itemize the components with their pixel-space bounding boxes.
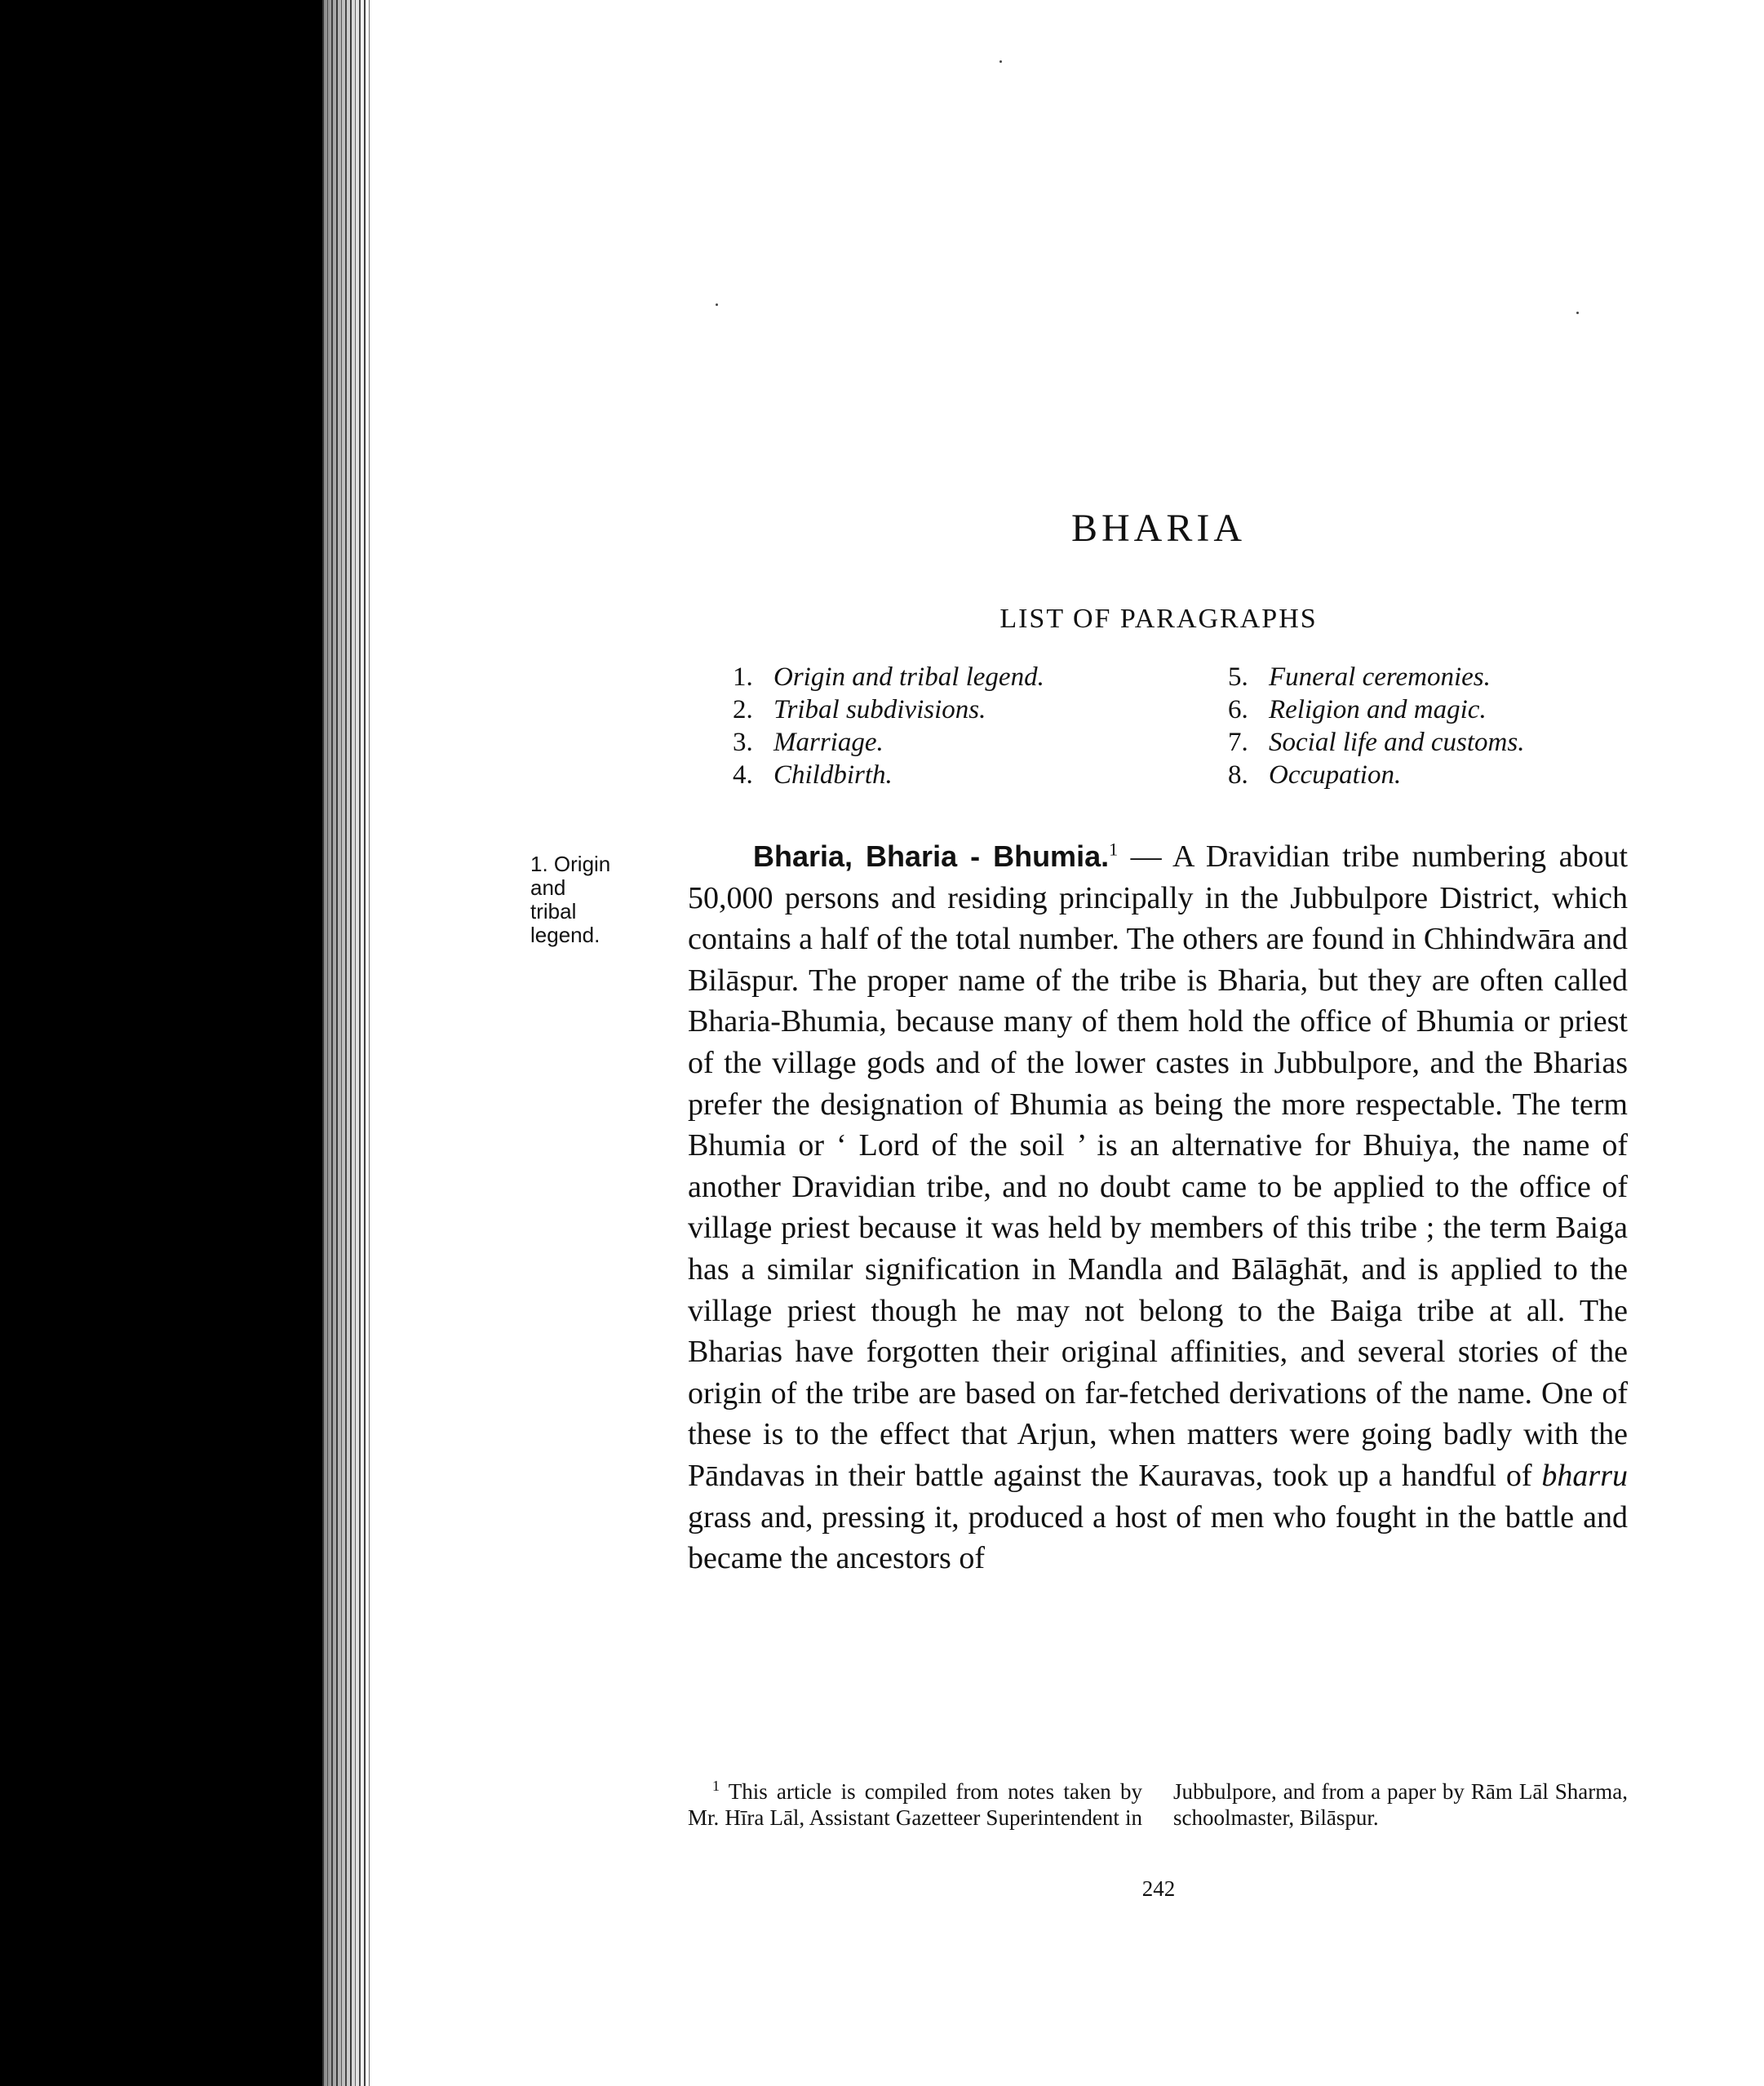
print-speck <box>1576 312 1579 314</box>
margin-sidenote <box>530 853 653 947</box>
page-number: 242 <box>1141 1876 1176 1901</box>
sidenote-line: tribal <box>530 899 577 923</box>
paragraph-list-item: 6. Religion and magic. <box>1228 695 1487 724</box>
print-speck <box>716 303 718 306</box>
sidenote-line: legend. <box>530 923 601 947</box>
paragraph-list-item: 2. Tribal subdivisions. <box>733 695 986 724</box>
paragraph-list-right <box>1228 661 1652 791</box>
italic-term: bharru <box>1541 1458 1628 1493</box>
sidenote-line: 1. Origin <box>530 852 611 876</box>
paragraph-text: — A Dravidian tribe numbering about 50,000 persons and residing principally in the Jubbulpore District, which contains a half of the total number. The others are found in Chhindwāra and Bilāspur. The proper name of the tribe is Bharia, but they are often called Bharia-Bhumia, because many of them hold the office of Bhumia or priest of the village gods and of the lower castes in Jubbulpore, and the Bharias prefer the designation of Bhumia as being the more respectable. The term Bhumia or ‘ Lord of the soil ’ is an alternative for Bhuiya, the name of another Dravidian tribe, and no doubt came to be applied to the office of village priest because it was held by members of this tribe ; the term Baiga has a similar signification in Mandla and Bālāghāt, and is applied to the village priest though he may not belong to the Baiga tribe at all. The Bharias have forgotten their original affinities, and several stories of the origin of the tribe are based on far-fetched derivations of the name. One of these is to the effect that Arjun, when matters were going badly with the Pāndavas in their battle against the Kauravas, took up a handful of <box>688 839 1628 1493</box>
footnote-reference: 1 <box>1109 839 1119 860</box>
paragraph-list-item: 5. Funeral ceremonies. <box>1228 662 1491 692</box>
main-paragraph <box>688 836 1628 1579</box>
paragraph-list-item: 1. Origin and tribal legend. <box>733 662 1044 692</box>
paragraph-list-item: 4. Childbirth. <box>733 760 893 790</box>
footnote-text: This article is compiled from notes taken by Mr. Hīra Lāl, Assistant Gazetteer Superintendent in Jubbulpore, and from a paper by Rām Lāl Sharma, schoolmaster, Bilāspur. <box>688 1779 1628 1830</box>
book-binding-shadow <box>0 0 322 2086</box>
paragraph-list-item: 7. Social life and customs. <box>1228 728 1525 757</box>
lead-term: Bharia, Bharia - Bhumia. <box>753 839 1110 873</box>
footnote-mark: 1 <box>712 1778 720 1794</box>
footnote <box>688 1778 1628 1831</box>
paragraph-text-continued: grass and, pressing it, produced a host of men who fought in the battle and became the ancestors of <box>688 1499 1628 1576</box>
list-of-paragraphs-heading: LIST OF PARAGRAPHS <box>999 604 1318 634</box>
paragraph-list-item: 8. Occupation. <box>1228 760 1402 790</box>
paragraph-list-item: 3. Marriage. <box>733 728 884 757</box>
page-gutter-edge <box>322 0 373 2086</box>
paragraph-list-left <box>733 661 1190 791</box>
page-title: BHARIA <box>1070 507 1246 550</box>
print-speck <box>999 60 1002 63</box>
sidenote-line: and <box>530 875 566 900</box>
